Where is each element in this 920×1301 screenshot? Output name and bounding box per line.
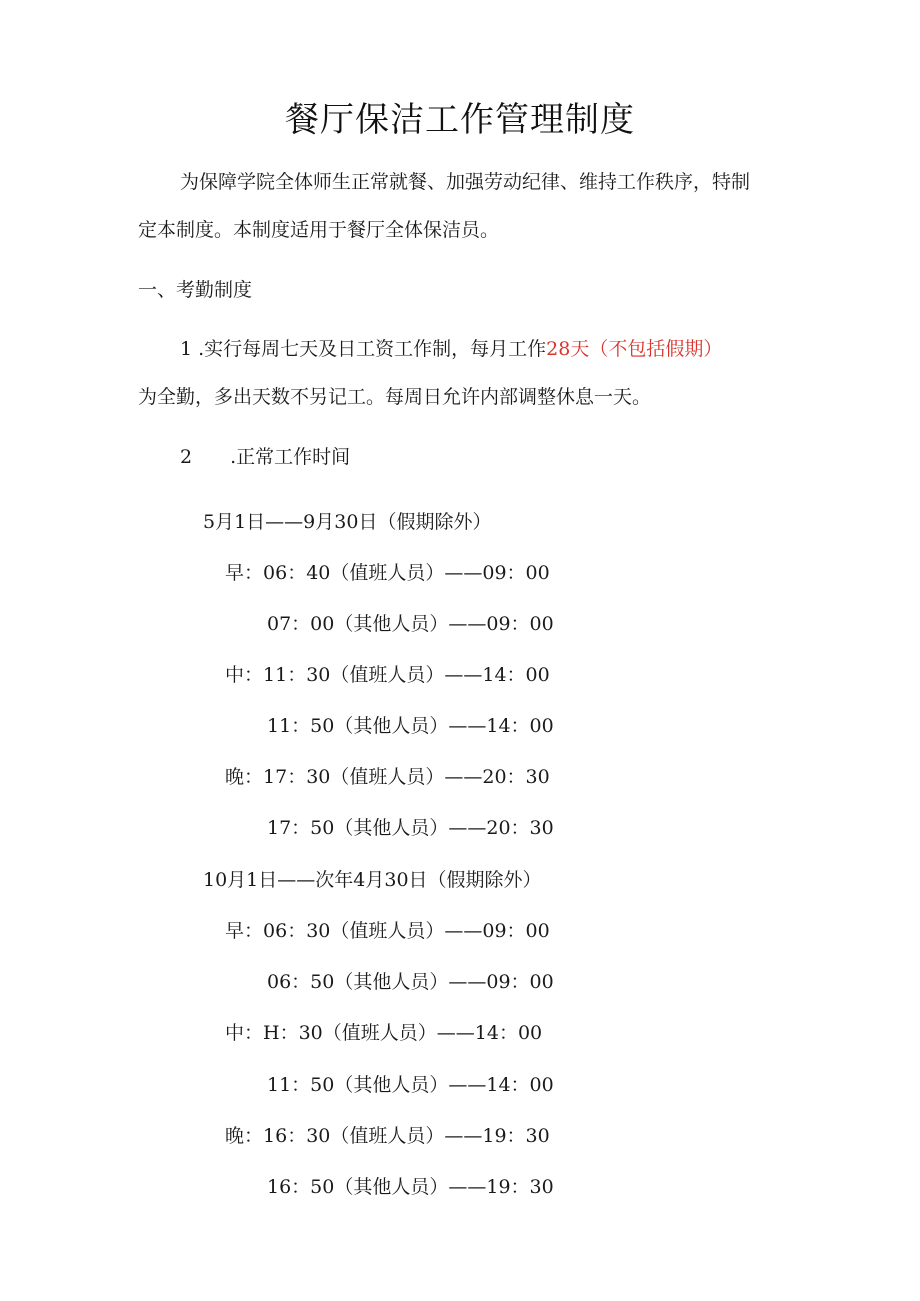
page-title: 餐厅保洁工作管理制度 — [285, 100, 635, 140]
meal-label: 早： — [225, 920, 264, 942]
time-range: H：30（值班人员）——14：00 — [263, 1022, 543, 1044]
schedule-row — [267, 1178, 554, 1197]
time-range: 16：30（值班人员）——19：30 — [263, 1125, 550, 1147]
time-range: 11：50（其他人员）——14：00 — [267, 715, 554, 737]
intro-line-1: 为保障学院全体师生正常就餐、加强劳动纪律、维持工作秩序，特制 — [180, 171, 751, 193]
schedule-row — [225, 768, 550, 787]
schedule-row — [225, 922, 550, 941]
time-range: 06：40（值班人员）——09：00 — [263, 562, 550, 584]
meal-label: 早： — [225, 562, 264, 584]
schedule-row — [267, 973, 554, 992]
meal-label: 晚： — [225, 766, 264, 788]
time-range: 06：50（其他人员）——09：00 — [267, 971, 554, 993]
section-heading: 一、考勤制度 — [138, 279, 253, 301]
schedule-row — [267, 1076, 554, 1095]
time-range: 07：00（其他人员）——09：00 — [267, 613, 554, 635]
meal-label: 中： — [225, 664, 264, 686]
intro-line-2: 定本制度。本制度适用于餐厅全体保洁员。 — [138, 219, 500, 241]
schedule-row — [267, 819, 554, 838]
rule-item-1-continued: 为全勤，多出天数不另记工。每周日允许内部调整休息一天。 — [138, 386, 652, 408]
time-range: 17：30（值班人员）——20：30 — [263, 766, 550, 788]
time-range: 11：50（其他人员）——14：00 — [267, 1074, 554, 1096]
time-range: 06：30（值班人员）——09：00 — [263, 920, 550, 942]
schedule-period-summer: 5月1日——9月30日（假期除外） — [203, 511, 492, 533]
schedule-row — [225, 666, 550, 685]
meal-label: 中： — [225, 1022, 264, 1044]
schedule-row — [225, 1127, 550, 1146]
rule-item-1 — [180, 340, 722, 359]
rule-item-2-number: 2 — [180, 446, 193, 468]
rule-item-1-text: 1 .实行每周七天及日工资工作制，每月工作 — [180, 338, 547, 360]
schedule-row — [267, 717, 554, 736]
schedule-row — [225, 1024, 542, 1043]
rule-item-2-label: .正常工作时间 — [230, 446, 351, 468]
full-attendance-highlight: 28天（不包括假期） — [546, 338, 723, 360]
meal-label: 晚： — [225, 1125, 264, 1147]
time-range: 17：50（其他人员）——20：30 — [267, 817, 554, 839]
rule-item-2 — [180, 448, 350, 467]
schedule-row — [267, 615, 554, 634]
schedule-period-winter: 10月1日——次年4月30日（假期除外） — [203, 869, 542, 891]
time-range: 11：30（值班人员）——14：00 — [263, 664, 550, 686]
schedule-row — [225, 564, 550, 583]
time-range: 16：50（其他人员）——19：30 — [267, 1176, 554, 1198]
